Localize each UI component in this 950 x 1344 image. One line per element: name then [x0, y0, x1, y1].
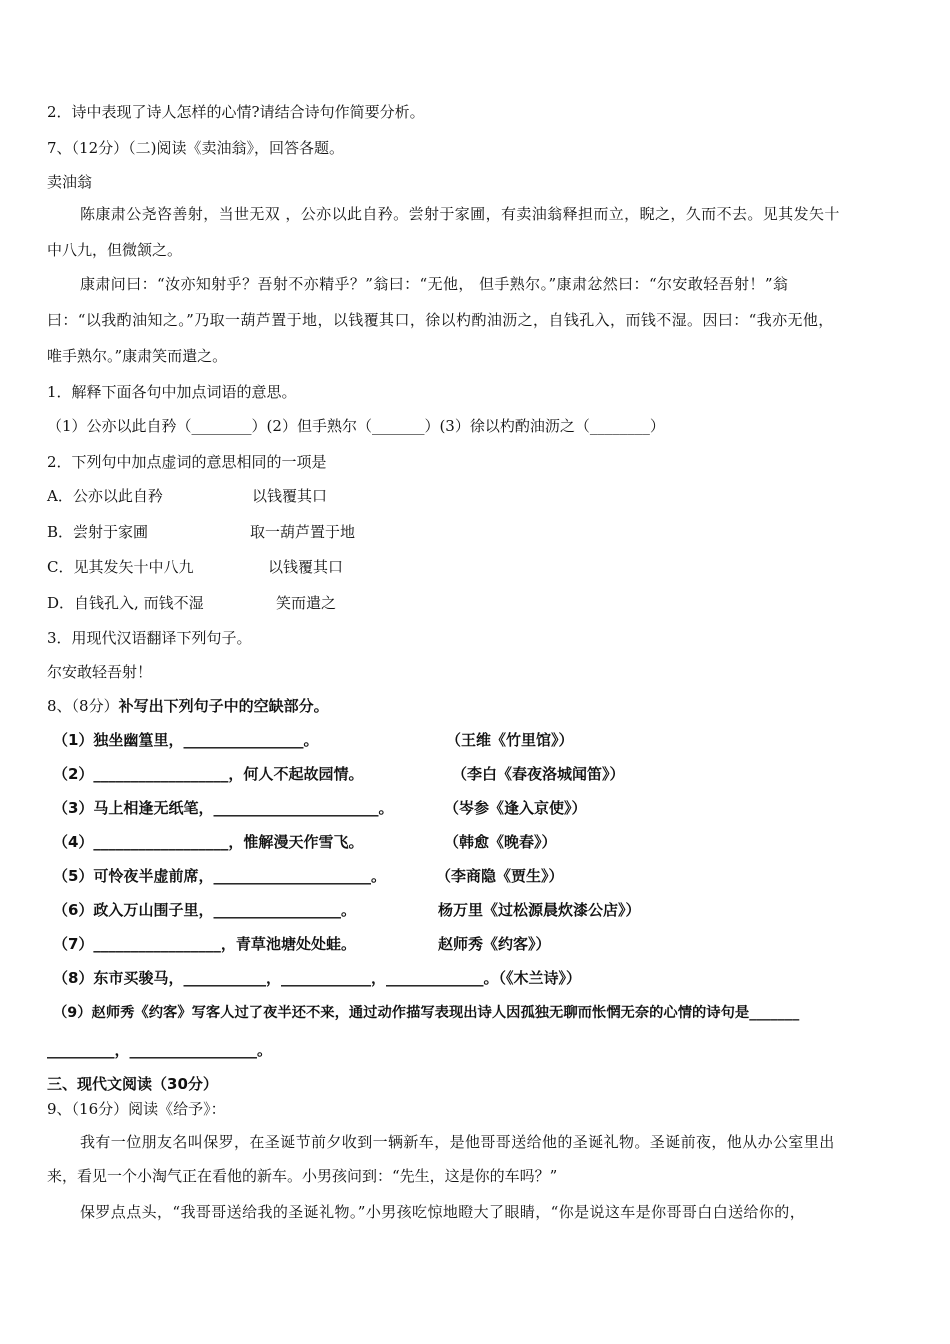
passage-para-1: 陈康肃公尧咨善射，当世无双 ，公亦以此自矜。尝射于家圃，有卖油翁释担而立，睨之，久而不去。见其发矢十: [80, 205, 840, 223]
q8-item-3: （3）马上相逢无纸笔，______________________。: [53, 799, 394, 817]
q9-para-1: 我有一位朋友名叫保罗，在圣诞节前夕收到一辆新车，是他哥哥送给他的圣诞礼物。圣诞前夜，他从办公室里出: [80, 1133, 835, 1151]
passage-para-1-cont: 中八九，但微颔之。: [47, 241, 183, 259]
option-b-pair: 取一葫芦置于地: [250, 523, 356, 541]
q7-3-sentence: 尔安敢轻吾射！: [47, 663, 153, 681]
q8-item-7-source: 赵师秀《约客》）: [438, 935, 551, 953]
q8-instruction: 补写出下列句子中的空缺部分。: [118, 697, 329, 715]
q8-item-9: （9）赵师秀《约客》写客人过了夜半还不来，通过动作描写表现出诗人因孤独无聊而怅惘无奈的心情的诗句是_______: [53, 1005, 800, 1021]
passage-para-2-end: 唯手熟尔。”康肃笑而遣之。: [47, 347, 228, 365]
q9-para-1-cont: 来，看见一个小淘气正在看他的新车。小男孩问到：“先生，这是你的车吗？”: [47, 1167, 558, 1185]
q2-poem-question: 2．诗中表现了诗人怎样的心情?请结合诗句作简要分析。: [47, 103, 425, 121]
q8-item-2-source: （李白《春夜洛城闻笛》）: [452, 765, 625, 783]
q8-item-4: （4）__________________，惟解漫天作雪飞。: [53, 833, 364, 851]
q9-heading: 9、（16分）阅读《给予》：: [47, 1100, 226, 1118]
q8-item-6-source: 杨万里《过松源晨炊漆公店》）: [438, 901, 641, 919]
q8-item-4-source: （韩愈《晚春》）: [444, 833, 557, 851]
q8-item-1: （1）独坐幽篁里，________________。: [53, 731, 319, 749]
q8-item-5-source: （李商隐《贾生》）: [436, 867, 564, 885]
passage-title: 卖油翁: [47, 173, 93, 191]
q8-heading: [47, 696, 329, 716]
q8-item-8: （8）东市买骏马，___________，____________，_____________。（《木兰诗》）: [53, 969, 581, 987]
option-c: C．见其发矢十中八九: [47, 558, 194, 576]
q8-item-7: （7）_________________，青草池塘处处蛙。: [53, 935, 356, 953]
q8-item-6: （6）政入万山围子里，_________________。: [53, 901, 356, 919]
q8-item-3-source: （岑参《逢入京使》）: [444, 799, 587, 817]
option-d-pair: 笑而遣之: [276, 594, 337, 612]
section-3-heading: 三、现代文阅读（30分）: [47, 1075, 218, 1093]
q8-item-5: （5）可怜夜半虚前席，_____________________。: [53, 867, 386, 885]
q7-1-blanks: （1）公亦以此自矜（________）(2）但手熟尔（_______）(3）徐以杓酌油沥之（________）: [47, 417, 665, 435]
option-b: B．尝射于家圃: [47, 523, 149, 541]
passage-para-2-cont: 曰：“以我酌油知之。”乃取一葫芦置于地，以钱覆其口，徐以杓酌油沥之，自钱孔入，而钱不湿。因曰：“我亦无他，: [47, 311, 834, 329]
q8-item-2: （2）__________________，何人不起故园情。: [53, 765, 364, 783]
passage-para-2: 康肃问曰：“汝亦知射乎？吾射不亦精乎？”翁曰：“无他， 但手熟尔。”康肃忿然曰：“尔安敢轻吾射！”翁: [80, 275, 789, 293]
q7-2-prompt: 2．下列句中加点虚词的意思相同的一项是: [47, 453, 327, 471]
q7-heading: 7、（12分）（二)阅读《卖油翁》，回答各题。: [47, 139, 344, 157]
option-d: D．自钱孔入, 而钱不湿: [47, 594, 204, 612]
q8-item-9-cont: _________，_________________。: [47, 1041, 273, 1059]
q7-3-prompt: 3．用现代汉语翻译下列句子。: [47, 629, 252, 647]
q8-item-1-source: （王维《竹里馆》）: [446, 731, 574, 749]
option-a: A．公亦以此自矜: [47, 487, 163, 505]
q7-1-prompt: 1．解释下面各句中加点词语的意思。: [47, 383, 297, 401]
option-c-pair: 以钱覆其口: [268, 558, 344, 576]
option-a-pair: 以钱覆其口: [252, 487, 328, 505]
q9-para-2: 保罗点点头，“我哥哥送给我的圣诞礼物。”小男孩吃惊地瞪大了眼睛，“你是说这车是你哥哥白白送给你的，: [80, 1203, 806, 1221]
q8-number: 8、（8分）: [47, 697, 119, 715]
